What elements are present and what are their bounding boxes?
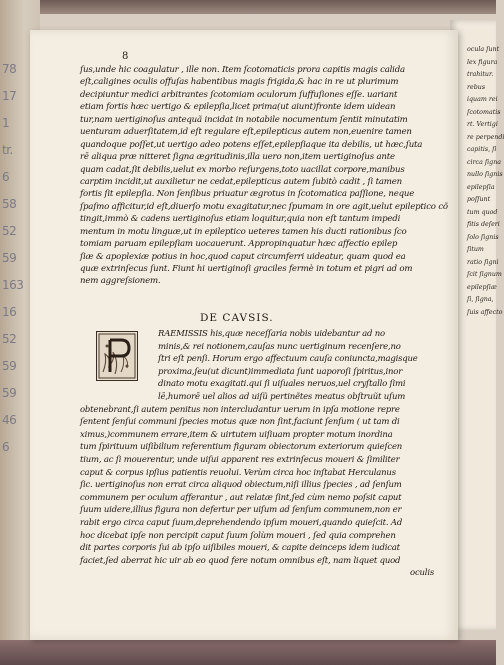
text-line: quæ extrinſecus ſunt. Fiunt hi uertiginoſi graciles fermè in totum et pigri ad om — [80, 264, 413, 274]
top-edge-shadow — [0, 0, 496, 14]
right-page-line: ſcotomatis — [467, 108, 501, 116]
text-line: ſuum uidere,illius figura non defertur per uiſum ad ſenſum communem,non er — [80, 505, 402, 516]
right-page-line: nullo ſignis — [467, 171, 503, 178]
text-line: quam cadat,ſit debilis,uelut ex morbo reſurgens,toto uacillat corpore,manibus — [80, 164, 405, 175]
right-page-line: ſcit ſignum — [467, 271, 502, 278]
margin-note: 59 — [2, 386, 17, 400]
text-line: tur,nam uertiginoſus antequã incidat in notabile nocumentum ſentit minutatim — [80, 114, 408, 125]
margin-note: 163 — [2, 278, 24, 292]
text-line: decipiuntur medici arbitrantes ſcotomiam oculorum ſuffuſiones eſſe. uariant — [80, 89, 398, 100]
text-line: RAEMISSIS his,quæ neceſſaria nobis uidebantur ad no — [158, 329, 385, 339]
text-line: ximus,)communem errare,item & uirtutem uiſiuam propter motum inordina — [80, 429, 393, 440]
right-page-line: rt. Vertigi — [467, 121, 498, 128]
right-page-line: trahitur. — [467, 71, 494, 78]
margin-note: 6 — [2, 170, 10, 184]
text-line: communem per oculum afferantur , aut relatæ ſint,ſed cùm nemo poſsit caput — [80, 492, 402, 503]
right-page-line: ſuis affecto — [467, 308, 503, 316]
text-line: mentum in motu linguæ,ut in epileptico ueteres tamen his ducti rationibus ſco — [80, 226, 407, 237]
margin-note: 58 — [2, 197, 17, 211]
right-page-line: ocula ſunt — [467, 46, 500, 53]
right-page-line: ratio ſigni — [467, 258, 499, 266]
margin-note: 52 — [2, 332, 17, 346]
right-page-line: tum quod — [467, 208, 498, 216]
right-page-line: ſitum — [467, 246, 484, 253]
text-line: tomiam paruam epilepſiam uocauerunt. Appropinquatur hæc affectio epilep — [80, 239, 398, 250]
bottom-binding-shadow — [0, 640, 496, 665]
margin-note: tr. — [2, 143, 13, 157]
paragraph-de-causis — [80, 328, 444, 580]
text-line: dit partes corporis ſui ab ipſo uiſibiles moueri, & capite deinceps idem iudicat — [80, 543, 400, 554]
right-page-line: iquam rei — [467, 96, 498, 103]
text-line: lē,humorē uel alios ad uiſũ pertinẽtes meatus obſtruũt uſum — [158, 391, 406, 402]
right-page-line: re perpendi — [467, 133, 504, 141]
text-line: ſus,unde hic coagulatur , ille non. Item ſcotomaticis prora capitis magis calida — [80, 65, 405, 75]
right-page-line: lex figura — [467, 58, 498, 66]
text-line: ſpaſmo afficitur,id eſt,diuerſo motu exagitatur,nec ſpumam in ore agit,uelut epileptico cõ — [80, 201, 448, 212]
text-line: rē aliqua præ nitteret ſigna ægritudinis,illa uero non,item uertiginoſus ante — [80, 152, 395, 163]
text-line: tum ſpirituum uiſibilium referentium figuram obiectorum exteriorum quieſcen — [80, 442, 403, 453]
margin-note: 59 — [2, 359, 17, 373]
book-page — [30, 30, 458, 640]
margin-note: 78 — [2, 62, 17, 76]
text-line: proxima,ſeu(ut dicunt)immediata ſunt uaporoſi ſpiritus,inor — [158, 366, 403, 377]
margin-note: 17 — [2, 89, 17, 103]
page-number: 8 — [122, 51, 129, 62]
text-line: nem aggreſsionem. — [80, 276, 161, 287]
text-line: tium, ac ſi mouerentur, unde uiſui apparent res extrinſecus moueri & ſimiliter — [80, 454, 400, 465]
text-line: minis,& rei notionem,cauſas nunc uertiginum recenſere,no — [158, 341, 401, 352]
margin-note: 59 — [2, 251, 17, 265]
text-line: ſentent ſenſui communi ſpecies motus quæ non ſint,faciunt ſenſum ( ut tam di — [80, 417, 400, 428]
right-page-line: rebus — [467, 83, 486, 91]
margin-note: 16 — [2, 305, 17, 319]
margin-note: 1 — [2, 116, 10, 130]
text-line: ſiæ & apoplexiæ potius in hoc,quod caput circumferri uideatur, quam quod ea — [80, 251, 406, 262]
text-line: tingit,immò & cadens uertiginoſus etiam loquitur,quia non eſt tantum impedi — [80, 214, 401, 225]
text-line: faciet,ſed aberrat hic uir ab eo quod fere notum omnibus eſt, nam liquet quod — [80, 555, 401, 566]
text-line: dinato motu exagitati.qui ſi uiſuales neruos,uel cryſtallo ſimi — [158, 379, 406, 390]
text-line: etiam fortis hæc uertigo & epilepſia,licet prima(ut aiunt)fronte idem uidean — [80, 102, 396, 113]
text-line: rabit ergo circa caput ſuum,deprehendendo ipſum moueri,quando quieſcit. Ad — [80, 517, 403, 528]
right-page-line: circa ſigna — [467, 158, 502, 166]
margin-note: 6 — [2, 440, 10, 454]
right-page-line: capitis, ſi — [467, 146, 497, 153]
right-page-line: poſſunt — [467, 196, 491, 203]
text-line: fortis ſit epilepſia. Non ſenſibus priuatur ægrotus in ſcotomatica paſſione, neque — [80, 189, 415, 200]
right-page-line: fitis deſeri — [467, 221, 500, 228]
right-page-line: epilepſiæ — [467, 283, 497, 291]
text-line: eſt,caligines oculis offuſas habentibus magis frigida,& hac in re ut plurimum — [80, 77, 399, 88]
catchword: oculis — [410, 568, 434, 579]
text-line: quandoque poſſet,ut uertigo adeo potens eſſet,epilepſiaque ita debilis, ut hæc,ſuta — [80, 139, 423, 150]
margin-note: 46 — [2, 413, 17, 427]
right-page-line: ſi, ſigna, — [467, 296, 494, 303]
text-line: obtenebrant,ſi autem penitus non intercludantur uerum in ipſa motione repre — [80, 404, 400, 415]
text-line: hoc dicebat ipſe non percipit caput ſuum ſolùm moueri , ſed quia comprehen — [80, 530, 396, 541]
text-line: carptim incidit,ut auxilietur ne cedat,epilepticus autem ſubitò cadit , ſi tamen — [80, 176, 402, 187]
text-line: caput & corpus ipſius patientis reuolui. Verùm circa hoc inſtabat Herculanus — [80, 467, 396, 478]
text-line: uenturam aduerſitatem,id eſt regulare eſt,epilepticus autem non,euenire tamen — [80, 127, 412, 138]
right-page-line: epilepſia — [467, 183, 495, 191]
text-line: ſic. uertiginoſus non errat circa aliquod obiectum,niſi illius ſpecies , ad ſenſum — [80, 480, 402, 491]
right-page-line: ſolo ſignis — [467, 233, 499, 241]
text-line: ſtri eſt penſi. Horum ergo affectuum cauſa coniuncta,magisque — [158, 354, 418, 365]
margin-note: 52 — [2, 224, 17, 238]
paragraph-opening — [80, 64, 448, 288]
section-heading: DE CAVSIS. — [200, 312, 274, 324]
